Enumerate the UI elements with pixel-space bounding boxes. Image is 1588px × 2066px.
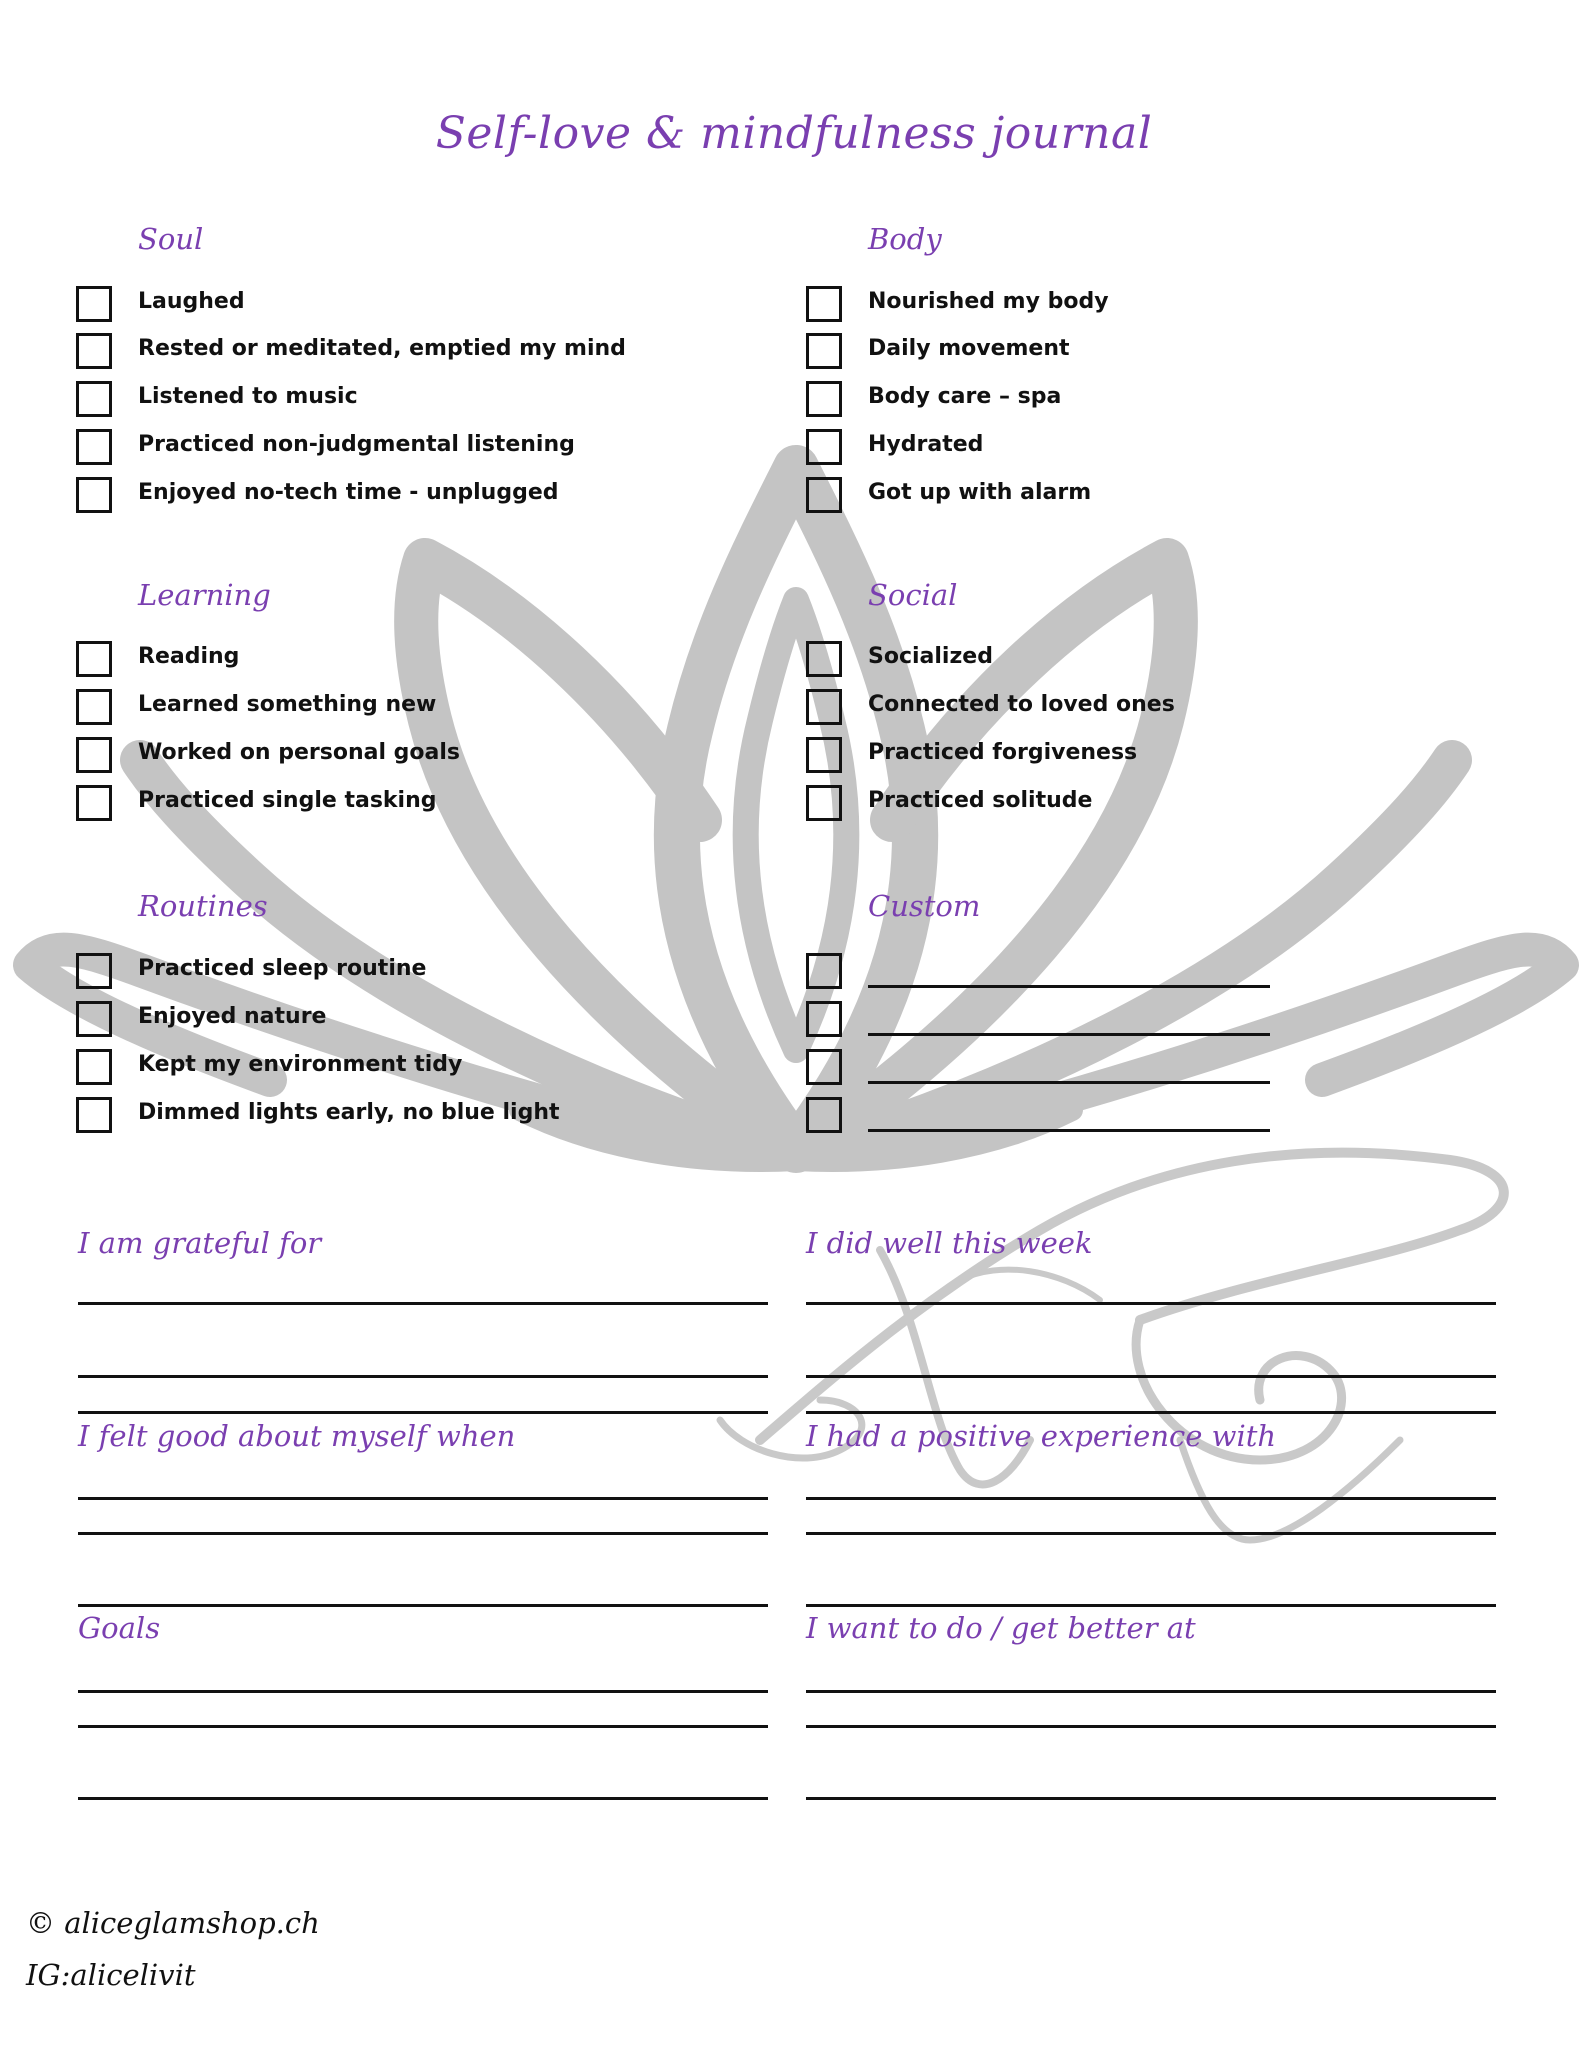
item-label: Learned something new (138, 692, 437, 717)
item-label: Practiced forgiveness (868, 740, 1138, 765)
custom-write-line[interactable] (868, 1033, 1270, 1036)
prompt-goals: Goals (78, 1611, 161, 1645)
write-line[interactable] (78, 1302, 768, 1305)
write-line[interactable] (78, 1411, 768, 1414)
item-label: Kept my environment tidy (138, 1052, 463, 1077)
custom-write-line[interactable] (868, 1129, 1270, 1132)
write-line[interactable] (806, 1302, 1496, 1305)
item-label: Got up with alarm (868, 480, 1092, 505)
footer-instagram: IG:alicelivit (26, 1958, 196, 1992)
prompt-positive-experience: I had a positive experience with (806, 1419, 1277, 1453)
footer-copyright: © aliceglamshop.ch (26, 1906, 320, 1940)
checkbox[interactable] (76, 689, 112, 725)
checkbox[interactable] (806, 333, 842, 369)
write-line[interactable] (78, 1375, 768, 1378)
section-heading-custom: Custom (868, 889, 981, 923)
write-line[interactable] (806, 1497, 1496, 1500)
custom-write-line[interactable] (868, 985, 1270, 988)
prompt-grateful: I am grateful for (78, 1226, 322, 1260)
page-title: Self-love & mindfulness journal (435, 108, 1153, 159)
checkbox[interactable] (806, 381, 842, 417)
checkbox[interactable] (76, 641, 112, 677)
checkbox[interactable] (806, 429, 842, 465)
checkbox[interactable] (76, 785, 112, 821)
checkbox[interactable] (806, 286, 842, 322)
item-label: Daily movement (868, 336, 1070, 361)
section-heading-routines: Routines (138, 889, 268, 923)
write-line[interactable] (78, 1532, 768, 1535)
checkbox[interactable] (806, 785, 842, 821)
item-label: Laughed (138, 289, 245, 314)
checkbox[interactable] (76, 477, 112, 513)
write-line[interactable] (806, 1532, 1496, 1535)
prompt-did-well: I did well this week (806, 1226, 1093, 1260)
write-line[interactable] (806, 1411, 1496, 1414)
item-label: Enjoyed no-tech time - unplugged (138, 480, 559, 505)
section-heading-learning: Learning (138, 578, 271, 612)
prompt-felt-good: I felt good about myself when (78, 1419, 516, 1453)
checkbox[interactable] (76, 381, 112, 417)
item-label: Socialized (868, 644, 993, 669)
item-label: Connected to loved ones (868, 692, 1175, 717)
checkbox[interactable] (806, 1001, 842, 1037)
item-label: Body care – spa (868, 384, 1062, 409)
checkbox[interactable] (76, 1001, 112, 1037)
item-label: Practiced solitude (868, 788, 1093, 813)
item-label: Rested or meditated, emptied my mind (138, 336, 626, 361)
checkbox[interactable] (806, 689, 842, 725)
write-line[interactable] (78, 1690, 768, 1693)
item-label: Worked on personal goals (138, 740, 461, 765)
write-line[interactable] (806, 1604, 1496, 1607)
item-label: Hydrated (868, 432, 984, 457)
checkbox[interactable] (76, 333, 112, 369)
section-heading-social: Social (868, 578, 958, 612)
write-line[interactable] (78, 1797, 768, 1800)
item-label: Practiced single tasking (138, 788, 437, 813)
write-line[interactable] (78, 1604, 768, 1607)
checkbox[interactable] (806, 1097, 842, 1133)
checkbox[interactable] (76, 1097, 112, 1133)
checkbox[interactable] (76, 1049, 112, 1085)
checkbox[interactable] (806, 641, 842, 677)
section-heading-body: Body (868, 222, 942, 256)
section-heading-soul: Soul (138, 222, 204, 256)
item-label: Reading (138, 644, 240, 669)
write-line[interactable] (78, 1497, 768, 1500)
checkbox[interactable] (76, 737, 112, 773)
checkbox[interactable] (806, 477, 842, 513)
item-label: Nourished my body (868, 289, 1109, 314)
item-label: Dimmed lights early, no blue light (138, 1100, 560, 1125)
write-line[interactable] (78, 1725, 768, 1728)
checkbox[interactable] (806, 1049, 842, 1085)
checkbox[interactable] (76, 286, 112, 322)
checkbox[interactable] (76, 953, 112, 989)
checkbox[interactable] (806, 953, 842, 989)
item-label: Practiced non-judgmental listening (138, 432, 575, 457)
item-label: Listened to music (138, 384, 358, 409)
custom-write-line[interactable] (868, 1081, 1270, 1084)
checkbox[interactable] (76, 429, 112, 465)
item-label: Practiced sleep routine (138, 956, 427, 981)
prompt-get-better-at: I want to do / get better at (806, 1611, 1196, 1645)
checkbox[interactable] (806, 737, 842, 773)
write-line[interactable] (806, 1375, 1496, 1378)
item-label: Enjoyed nature (138, 1004, 327, 1029)
write-line[interactable] (806, 1797, 1496, 1800)
write-line[interactable] (806, 1690, 1496, 1693)
write-line[interactable] (806, 1725, 1496, 1728)
